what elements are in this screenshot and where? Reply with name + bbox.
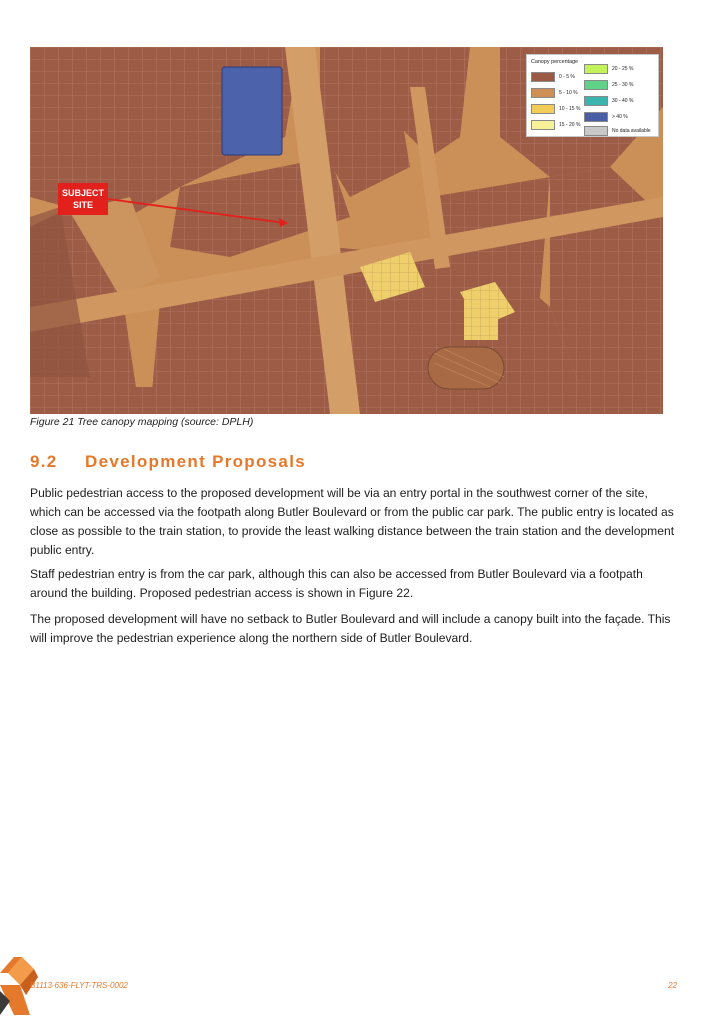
legend-label: 20 - 25 % <box>612 66 634 72</box>
legend-label: 0 - 5 % <box>559 74 575 80</box>
legend-label: No data available <box>612 128 651 134</box>
legend-label: 30 - 40 % <box>612 98 634 104</box>
legend-swatch <box>531 72 555 82</box>
section-title: Development Proposals <box>85 452 306 471</box>
legend-swatch <box>584 112 608 122</box>
legend-label: 5 - 10 % <box>559 90 578 96</box>
paragraph-setback: The proposed development will have no setback to Butler Boulevard and will include a canopy built into the façade. This will improve the pedestrian experience along the northern side of Butler Boulevard. <box>30 612 671 645</box>
callout-line-2: SITE <box>72 200 93 210</box>
legend-swatch <box>531 104 555 114</box>
legend-swatch <box>531 120 555 130</box>
subject-site-callout <box>58 183 108 215</box>
section-number: 9.2 <box>30 452 58 471</box>
legend-swatch <box>584 80 608 90</box>
figure-caption: Figure 21 Tree canopy mapping (source: DPLH) <box>30 416 254 428</box>
footer-document-code: B1113-636-FLYT-TRS-0002 <box>30 981 128 990</box>
legend-label: 25 - 30 % <box>612 82 634 88</box>
legend-swatch <box>584 64 608 74</box>
tree-canopy-map <box>30 47 663 414</box>
footer-page-number: 22 <box>668 981 677 990</box>
paragraph-public-access: Public pedestrian access to the proposed development will be via an entry portal in the southwest corner of the site, which can be accessed via the footpath along Butler Boulevard or from the public car park. The public entry is located as close as possible to the train station, to provide the least walking distance between the train station and the development public entry. <box>30 486 675 557</box>
paragraph-staff-entry: Staff pedestrian entry is from the car park, although this can also be accessed from Butler Boulevard via a footpath around the building. Proposed pedestrian access is shown in Figure 22. <box>30 567 643 600</box>
legend-label: > 40 % <box>612 114 628 120</box>
legend-swatch <box>584 96 608 106</box>
legend-label: 10 - 15 % <box>559 106 581 112</box>
legend-swatch <box>531 88 555 98</box>
callout-line-1: SUBJECT <box>61 188 104 198</box>
legend-swatch <box>584 126 608 136</box>
section-heading <box>30 452 306 472</box>
legend-title: Canopy percentage <box>531 59 579 65</box>
legend-label: 15 - 20 % <box>559 122 581 128</box>
map-legend <box>526 54 659 137</box>
